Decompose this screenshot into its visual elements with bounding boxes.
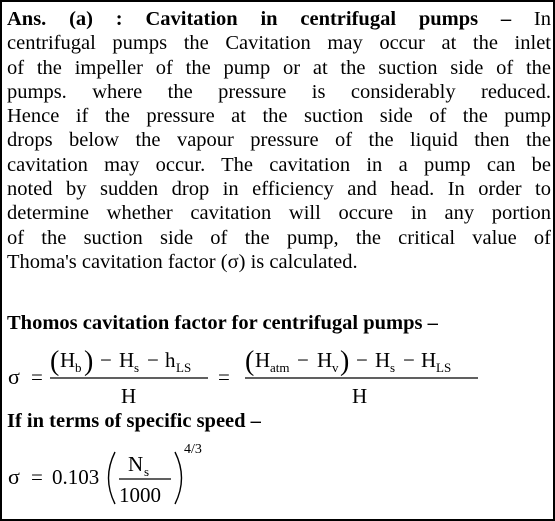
answer-body-line: noted by sudden drop in efficiency and head. In order to — [7, 178, 551, 201]
thoma-minus4: − — [356, 348, 368, 372]
thoma-denominator-1: H — [121, 384, 137, 408]
answer-body-line: determine whether cavitation will occure in any portion — [7, 202, 551, 225]
answer-paragraph — [7, 7, 551, 274]
thoma-H1: H — [60, 348, 76, 372]
thoma-v-sub: v — [332, 360, 339, 375]
specific-speed-formula — [2, 438, 553, 518]
ss-coefficient: 0.103 — [52, 465, 100, 489]
answer-first-line-tail: In — [533, 8, 551, 30]
thoma-atm-sub: atm — [270, 360, 290, 375]
thoma-H2: H — [119, 348, 135, 372]
thoma-paren-close: ) — [84, 346, 94, 377]
thoma-paren-open-2: ( — [245, 346, 255, 377]
thoma-paren-open: ( — [50, 346, 60, 377]
thoma-minus3: − — [297, 348, 309, 372]
thoma-equals: = — [31, 365, 43, 389]
thoma-minus5: − — [403, 348, 415, 372]
thoma-sigma: σ — [8, 364, 20, 389]
specific-speed-heading: If in terms of specific speed – — [7, 410, 261, 432]
thoma-LS-sub2: LS — [436, 360, 452, 375]
answer-body-line: of the impeller of the pump or at the suction side of the — [7, 56, 551, 79]
thoma-LS-sub1: LS — [176, 360, 192, 375]
answer-label: Ans. (a) : — [7, 8, 123, 30]
thoma-formula — [2, 340, 553, 416]
thoma-b-sub: b — [75, 360, 82, 375]
ss-denominator: 1000 — [119, 483, 161, 507]
thoma-heading: Thomos cavitation factor for centrifugal pumps – — [7, 312, 438, 334]
ss-equals: = — [31, 465, 43, 489]
thoma-s-sub1: s — [134, 360, 140, 375]
thoma-s-sub2: s — [390, 360, 396, 375]
answer-body-line-last: Thoma's cavitation factor (σ) is calculated. — [7, 250, 358, 273]
ss-big-paren-open — [109, 452, 116, 504]
thoma-H3: H — [255, 348, 271, 372]
thoma-H4: H — [317, 348, 333, 372]
ss-N: N — [128, 452, 144, 476]
ss-sigma: σ — [8, 464, 20, 489]
answer-body-line: Hence if the pressure at the suction side of the pump — [7, 105, 551, 128]
answer-body-line: of the suction side of the pump, the critical value of — [7, 226, 551, 249]
answer-first-line — [7, 7, 551, 31]
ss-exponent: 4/3 — [184, 442, 202, 457]
answer-body-line: pumps. where the pressure is considerably reduced. — [7, 80, 551, 103]
answer-body-line: drops below the vapour pressure of the liquid then the — [7, 129, 551, 152]
answer-body-line: centrifugal pumps the Cavitation may occur at the inlet — [7, 32, 551, 55]
thoma-minus2: − — [147, 348, 159, 372]
thoma-minus1: − — [100, 348, 112, 372]
thoma-H6: H — [421, 348, 437, 372]
ss-s-sub: s — [144, 464, 150, 479]
thoma-denominator-2: H — [352, 384, 368, 408]
thoma-h: h — [165, 348, 176, 372]
thoma-equals-2: = — [218, 365, 230, 389]
ss-big-paren-close — [175, 452, 182, 504]
answer-body-line: cavitation may occur. The cavitation in a pump can be — [7, 153, 551, 176]
thoma-H5: H — [375, 348, 391, 372]
thoma-paren-close-2: ) — [340, 346, 350, 377]
answer-title: Cavitation in centrifugal pumps – — [145, 8, 512, 30]
